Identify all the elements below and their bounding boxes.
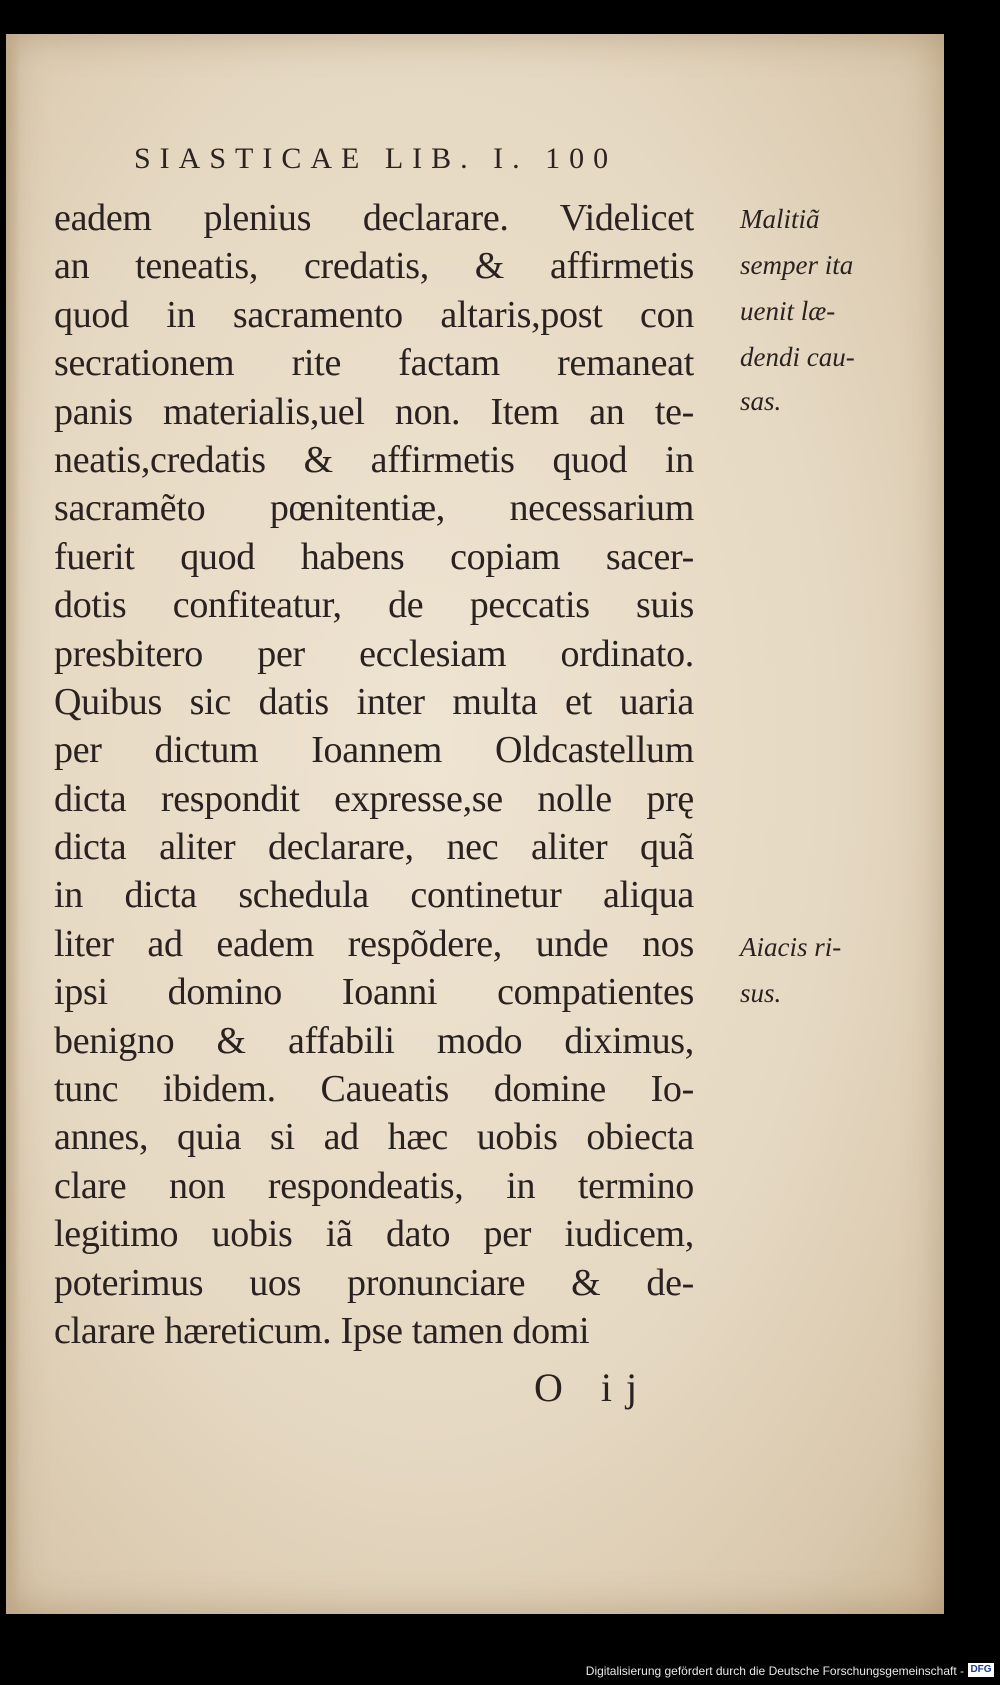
- text-line: panis materialis,uel non. Item an te-: [54, 390, 694, 433]
- page-gutter-shadow: [6, 34, 20, 1614]
- text-line: an teneatis, credatis, & affirmetis: [54, 245, 694, 288]
- text-line: tunc ibidem. Caueatis domine Io-: [54, 1068, 694, 1111]
- margin-note-line: sus.: [740, 978, 782, 1008]
- text-line: dotis confiteatur, de peccatis suis: [54, 584, 694, 627]
- margin-note-line: dendi cau-: [740, 342, 855, 372]
- text-line: clarare hæreticum. Ipse tamen domi: [54, 1309, 590, 1352]
- text-line: poterimus uos pronunciare & de-: [54, 1261, 694, 1304]
- text-line: quod in sacramento altaris,post con: [54, 293, 694, 336]
- text-line: benigno & affabili modo diximus,: [54, 1019, 694, 1062]
- text-line: clare non respondeatis, in termino: [54, 1164, 694, 1207]
- text-block: [54, 194, 855, 1355]
- running-head: SIASTICAE LIB. I. 100: [134, 142, 618, 175]
- margin-note-line: Aiacis ri-: [740, 932, 842, 962]
- text-line: fuerit quod habens copiam sacer-: [54, 535, 694, 578]
- text-line: dicta aliter declarare, nec aliter quã: [54, 826, 694, 869]
- margin-note-line: sas.: [740, 386, 782, 416]
- signature-mark: O ij: [534, 1365, 652, 1410]
- text-line: legitimo uobis iã dato per iudicem,: [54, 1213, 694, 1256]
- text-line: eadem plenius declarare. Videlicet: [54, 197, 694, 239]
- book-page: [6, 34, 944, 1614]
- text-line: dicta respondit expresse,se nolle prę: [54, 777, 694, 820]
- margin-note-line: semper ita: [740, 250, 854, 280]
- text-line: Quibus sic datis inter multa et uaria: [54, 680, 694, 723]
- text-line: per dictum Ioannem Oldcastellum: [54, 729, 694, 772]
- margin-notes: [740, 194, 900, 1355]
- footer-credit: Digitalisierung gefördert durch die Deutsche Forschungsgemeinschaft -: [585, 1664, 964, 1678]
- text-line: secrationem rite factam remaneat: [54, 342, 694, 385]
- margin-note-line: uenit læ-: [740, 296, 836, 326]
- text-line: liter ad eadem respõdere, unde nos: [54, 922, 694, 965]
- dfg-logo: DFG: [968, 1663, 994, 1677]
- text-line: ipsi domino Ioanni compatientes: [54, 971, 694, 1014]
- margin-note-line: Malitiã: [740, 204, 820, 234]
- text-line: neatis,credatis & affirmetis quod in: [54, 438, 694, 481]
- text-line: presbitero per ecclesiam ordinato.: [54, 632, 694, 675]
- text-line: sacramẽto pœnitentiæ, necessarium: [54, 487, 694, 530]
- text-line: annes, quia si ad hæc uobis obiecta: [54, 1116, 694, 1159]
- text-line: in dicta schedula continetur aliqua: [54, 874, 694, 917]
